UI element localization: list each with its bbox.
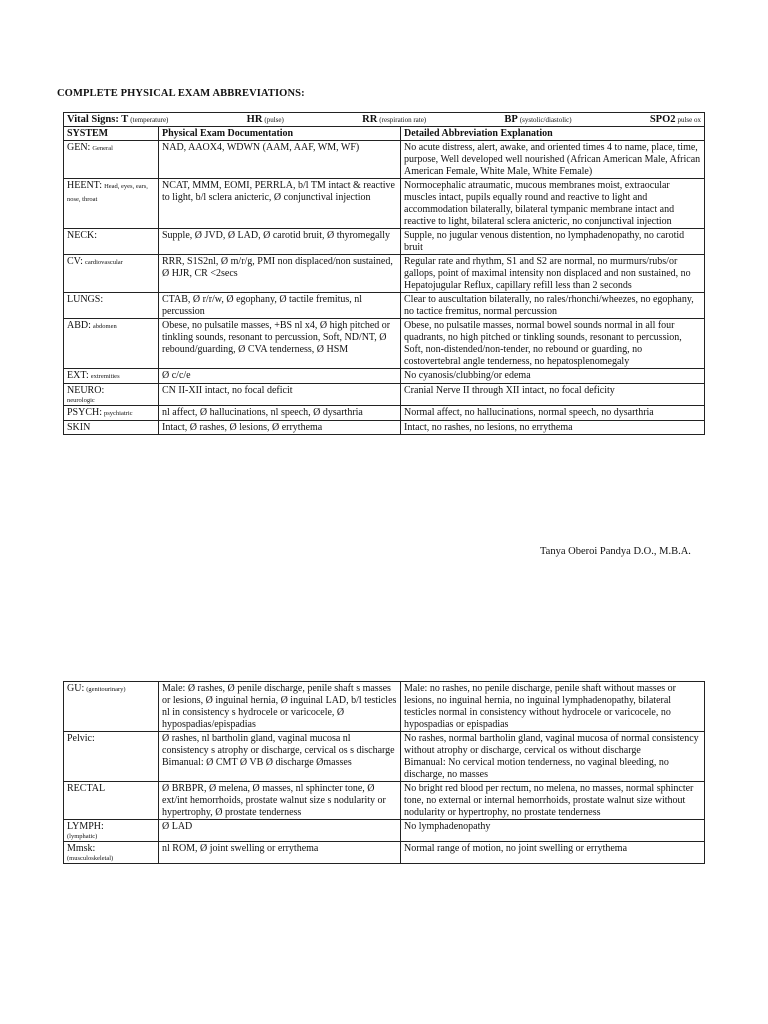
table-row [64, 319, 705, 369]
system-subtitle: extremities [90, 373, 120, 380]
explanation-text: No lymphadenopathy [404, 821, 491, 832]
system-name: Pelvic: [67, 733, 95, 744]
system-cell [64, 229, 159, 255]
vital-bp-name: BP [504, 114, 518, 125]
documentation-cell [159, 319, 401, 369]
table-row [64, 682, 705, 732]
table-row [64, 384, 705, 406]
documentation-cell [159, 369, 401, 384]
documentation-cell [159, 293, 401, 319]
documentation-text: nl affect, Ø hallucinations, nl speech, Ø dysarthria [162, 407, 363, 418]
header-documentation: Physical Exam Documentation [159, 127, 401, 141]
explanation-cell [401, 255, 705, 293]
explanation-cell [401, 682, 705, 732]
vital-signs-row [64, 113, 705, 127]
system-name: SKIN [67, 422, 91, 433]
vital-respiration-desc: (respiration rate) [379, 116, 427, 124]
explanation-text: Obese, no pulsatile masses, normal bowel sounds normal in all four quadrants, no high pitched or tinkling sounds, resonant to percussion, Soft, non-distended/non-tender, no rebound or guarding, no costovertebral angle tenderness, no hepatosplenomegaly [404, 320, 682, 367]
documentation-cell [159, 141, 401, 179]
documentation-cell [159, 384, 401, 406]
system-subtitle: cardiovascular [84, 259, 123, 266]
explanation-cell [401, 820, 705, 842]
vital-signs-label: Vital Signs: [67, 114, 119, 125]
system-cell [64, 255, 159, 293]
documentation-text: Ø rashes, nl bartholin gland, vaginal mucosa nl consistency s atrophy or discharge, cervical os s discharge [162, 733, 395, 756]
explanation-text-extra: Bimanual: No cervical motion tenderness, no vaginal bleeding, no discharge, no masses [404, 757, 669, 780]
exam-table-2 [63, 681, 705, 864]
documentation-cell [159, 255, 401, 293]
system-name: GU: [67, 683, 85, 694]
system-subtitle: General [92, 145, 113, 152]
documentation-text: Obese, no pulsatile masses, +BS nl x4, Ø high pitched or tinkling sounds, resonant to percussion, Soft, ND/NT, Ø rebound/guarding, Ø CVA tenderness, Ø HSM [162, 320, 391, 355]
system-subtitle: (musculoskeletal) [67, 855, 114, 862]
system-subtitle: (lymphatic) [67, 833, 98, 840]
system-subtitle: Head, eyes, ears, nose, throat [67, 183, 148, 203]
table-row [64, 406, 705, 421]
table-row [64, 421, 705, 435]
explanation-text: No rashes, normal bartholin gland, vaginal mucosa of normal consistency without atrophy or discharge, cervical os without discharge [404, 733, 699, 756]
table-header-row [64, 127, 705, 141]
documentation-cell [159, 179, 401, 229]
system-name: GEN: [67, 142, 91, 153]
system-cell [64, 319, 159, 369]
explanation-text: Cranial Nerve II through XII intact, no focal deficity [404, 385, 615, 396]
documentation-text: Male: Ø rashes, Ø penile discharge, penile shaft s masses or lesions, Ø inguinal hernia, Ø inguinal LAD, b/l testicles nl in consistency s hydrocele or varicocele, Ø hypospadias/epispadias [162, 683, 397, 730]
table-row [64, 179, 705, 229]
documentation-text: Ø LAD [162, 821, 193, 832]
system-name: NEURO: [67, 385, 105, 396]
documentation-text: Ø BRBPR, Ø melena, Ø masses, nl sphincter tone, Ø ext/int hemorrhoids, prostate walnut size s nodularity or hypertrophy, Ø prostate tenderness [162, 783, 386, 818]
table-row [64, 782, 705, 820]
system-name: ABD: [67, 320, 91, 331]
explanation-cell [401, 179, 705, 229]
explanation-text: No acute distress, alert, awake, and oriented times 4 to name, place, time, purpose, Well developed well nourished (African American Male, African American Female, White Male, White Female) [404, 142, 701, 177]
explanation-cell [401, 293, 705, 319]
documentation-text: CN II-XII intact, no focal deficit [162, 385, 293, 396]
system-name: PSYCH: [67, 407, 103, 418]
explanation-cell [401, 384, 705, 406]
documentation-text: Supple, Ø JVD, Ø LAD, Ø carotid bruit, Ø thyromegally [162, 230, 391, 241]
documentation-text: RRR, S1S2nl, Ø m/r/g, PMI non displaced/non sustained, Ø HJR, CR <2secs [162, 256, 393, 279]
vital-spo2-name: SPO2 [649, 114, 676, 125]
vital-temperature-desc: (temperature) [130, 116, 169, 124]
explanation-cell [401, 319, 705, 369]
explanation-text: Regular rate and rhythm, S1 and S2 are normal, no murmurs/rubs/or gallops, point of maximal intensity non displaced and non sustained, no Hepatojugular Reflux, capillary refill less than 2 seconds [404, 256, 691, 291]
table-row [64, 820, 705, 842]
explanation-cell [401, 369, 705, 384]
system-name: RECTAL [67, 783, 106, 794]
documentation-text: Intact, Ø rashes, Ø lesions, Ø errythema [162, 422, 323, 433]
documentation-text: Ø c/c/e [162, 370, 191, 381]
explanation-text: Male: no rashes, no penile discharge, penile shaft without masses or lesions, no inguinal hernia, no inguinal lymphadenopathy, bilateral testicles normal in consistency without hydrocele or varicocele, no hypospadias or epispadias [404, 683, 676, 730]
header-system: SYSTEM [64, 127, 159, 141]
documentation-cell [159, 406, 401, 421]
table-row [64, 842, 705, 864]
system-name: CV: [67, 256, 83, 267]
system-cell [64, 842, 159, 864]
system-cell [64, 293, 159, 319]
vital-pulse-name: HR [246, 114, 263, 125]
explanation-cell [401, 141, 705, 179]
explanation-text: No bright red blood per rectum, no melena, no masses, normal sphincter tone, no external or internal hemorrhoids, prostate walnut size without nodularity or hypertrophy, no prostate tenderness [404, 783, 694, 818]
table-row [64, 141, 705, 179]
system-name: LYMPH: [67, 821, 104, 832]
vital-spo2-desc: pulse ox [677, 116, 702, 124]
documentation-cell [159, 732, 401, 782]
explanation-text: Normal range of motion, no joint swelling or errythema [404, 843, 628, 854]
documentation-cell [159, 421, 401, 435]
documentation-text: CTAB, Ø r/r/w, Ø egophany, Ø tactile fremitus, nl percussion [162, 294, 363, 317]
system-cell [64, 179, 159, 229]
documentation-text: NAD, AAOX4, WDWN (AAM, AAF, WM, WF) [162, 142, 360, 153]
explanation-cell [401, 406, 705, 421]
signature: Tanya Oberoi Pandya D.O., M.B.A. [540, 546, 691, 557]
explanation-text: Clear to auscultation bilaterally, no rales/rhonchi/wheezes, no egophany, no tactice fremitus, normal percussion [404, 294, 694, 317]
system-name: EXT: [67, 370, 89, 381]
documentation-text: nl ROM, Ø joint swelling or errythema [162, 843, 319, 854]
table-row [64, 293, 705, 319]
system-cell [64, 406, 159, 421]
header-explanation: Detailed Abbreviation Explanation [401, 127, 705, 141]
system-name: LUNGS: [67, 294, 104, 305]
documentation-cell [159, 782, 401, 820]
system-subtitle: psychiatric [104, 410, 133, 417]
explanation-text: Supple, no jugular venous distention, no lymphadenopathy, no carotid bruit [404, 230, 685, 253]
vital-pulse-desc: (pulse) [264, 116, 284, 124]
explanation-text: Normocephalic atraumatic, mucous membranes moist, extraocular muscles intact, pupils equally round and reactive to light and accommodation bilaterally, bilateral tympanic membrane intact and reactive to light, bilateral sclera anicteric, no conjunctival injection [404, 180, 675, 227]
exam-table-1 [63, 112, 705, 435]
vital-bp-desc: (systolic/diastolic) [519, 116, 572, 124]
system-subtitle: abdomen [92, 323, 117, 330]
documentation-cell [159, 682, 401, 732]
explanation-cell [401, 421, 705, 435]
documentation-cell [159, 229, 401, 255]
table-row [64, 255, 705, 293]
documentation-text: NCAT, MMM, EOMI, PERRLA, b/l TM intact & reactive to light, b/l sclera anicteric, Ø conjunctival injection [162, 180, 395, 203]
documentation-cell [159, 820, 401, 842]
system-name: NECK: [67, 230, 97, 241]
table-row [64, 369, 705, 384]
table-row [64, 732, 705, 782]
explanation-text: Normal affect, no hallucinations, normal speech, no dysarthria [404, 407, 654, 418]
system-cell [64, 141, 159, 179]
system-cell [64, 732, 159, 782]
explanation-text: Intact, no rashes, no lesions, no errythema [404, 422, 573, 433]
explanation-cell [401, 782, 705, 820]
system-name: Mmsk: [67, 843, 96, 854]
vital-signs [67, 114, 701, 126]
vital-temperature-name: T [121, 114, 129, 125]
system-cell [64, 820, 159, 842]
system-subtitle: (genitourinary) [86, 686, 126, 693]
explanation-cell [401, 842, 705, 864]
explanation-text: No cyanosis/clubbing/or edema [404, 370, 531, 381]
system-cell [64, 384, 159, 406]
system-name: HEENT: [67, 180, 103, 191]
system-cell [64, 369, 159, 384]
vital-respiration-name: RR [362, 114, 378, 125]
explanation-cell [401, 229, 705, 255]
table-row [64, 229, 705, 255]
system-subtitle: neurologic [67, 397, 95, 404]
system-cell [64, 421, 159, 435]
document-title: COMPLETE PHYSICAL EXAM ABBREVIATIONS: [57, 88, 305, 99]
system-cell [64, 782, 159, 820]
explanation-cell [401, 732, 705, 782]
documentation-text-extra: Bimanual: Ø CMT Ø VB Ø discharge Ømasses [162, 757, 352, 768]
documentation-cell [159, 842, 401, 864]
system-cell [64, 682, 159, 732]
